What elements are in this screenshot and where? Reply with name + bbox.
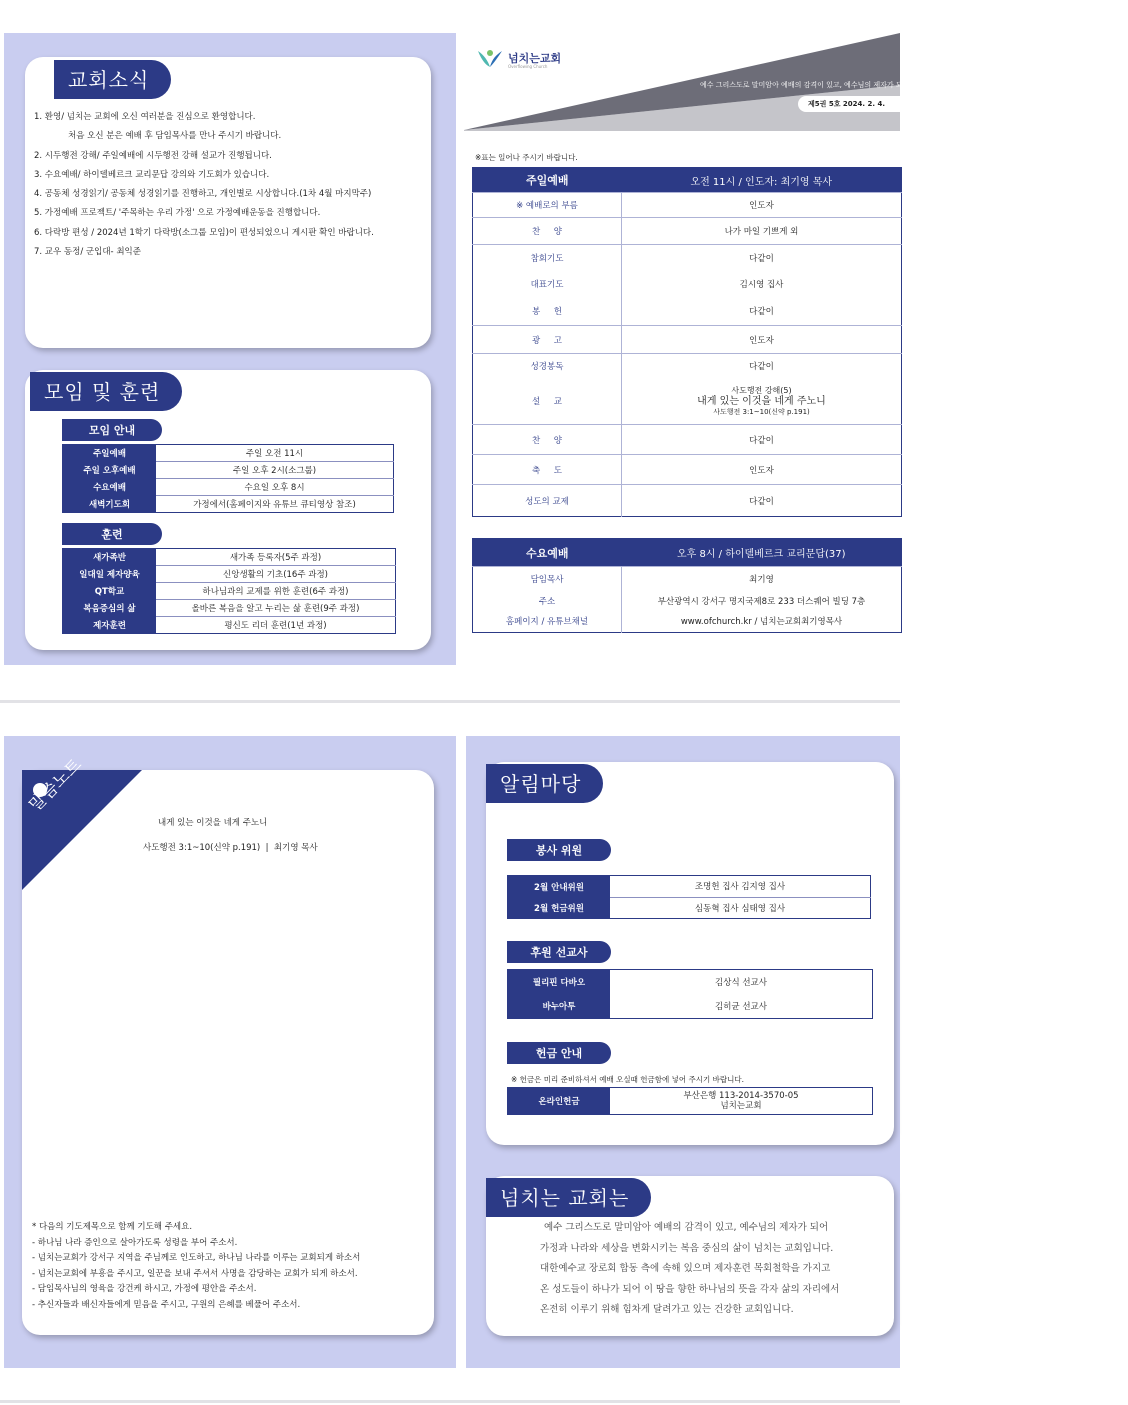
about-title: 넘치는 교회는	[486, 1178, 651, 1217]
about-text	[540, 1218, 840, 1321]
order-leader: 다같이	[622, 425, 902, 455]
wed-label: 수요예배	[473, 539, 622, 567]
order-leader: 나가 마일 기쁘게 외	[622, 218, 902, 245]
offering-label: 헌금 안내	[507, 1042, 611, 1064]
prayer-list	[32, 1220, 360, 1313]
offering-key: 온라인헌금	[508, 1088, 611, 1115]
about-line: 온전히 이루기 위해 힘차게 달려가고 있는 건강한 교회입니다.	[540, 1304, 794, 1315]
table-row	[473, 298, 902, 326]
table-row	[508, 970, 873, 995]
order-leader: 다같이	[749, 496, 774, 507]
order-item: ※ 예배로의 부름	[473, 193, 622, 218]
contact-value: 최기영	[749, 574, 774, 585]
news-item: 3. 수요예배/ 하이델베르크 교리문답 강의와 기도회가 있습니다.	[34, 169, 270, 180]
order-leader: 인도자	[622, 193, 902, 218]
training-key: QT학교	[63, 583, 157, 600]
contact-value: 부산광역시 강서구 명지국제8로 233 더스퀘어 빌딩 7층	[657, 596, 866, 607]
guide-value: 주일 오전 11시	[156, 445, 394, 462]
news-item: 6. 다락방 편성 / 2024년 1학기 다락방(소그룹 모임)이 편성되었으니 게시판 확인 바랍니다.	[34, 227, 374, 238]
news-list	[34, 108, 424, 262]
training-key: 복음증심의 삶	[63, 600, 157, 617]
guide-value: 가정에서(홈페이지와 유튜브 큐티영상 참조)	[193, 500, 356, 510]
missions-table	[507, 969, 873, 1019]
about-line: 예수 그리스도로 말미암아 예배의 감격이 있고, 예수님의 제자가 되어	[544, 1222, 829, 1233]
order-leader: 다같이	[749, 362, 774, 373]
sermon-series: 사도행전 강해(5)	[731, 385, 792, 395]
guide-table	[62, 444, 394, 513]
sermon-cell	[622, 379, 902, 425]
table-header	[473, 168, 902, 193]
training-value: 올바른 복음을 알고 누리는 삶 훈련(9주 과정)	[156, 600, 396, 617]
training-value: 신앙생활의 기초(16주 과정)	[156, 566, 396, 583]
training-value: 새가족 등록자(5주 과정)	[156, 549, 396, 566]
service-key: 2월 헌금위원	[508, 897, 611, 919]
table-row	[63, 617, 396, 634]
training-table	[62, 548, 396, 634]
table-row	[473, 567, 902, 591]
news-item: 1. 환영/ 넘치는 교회에 오신 여러분을 진심으로 환영합니다.	[34, 112, 256, 122]
table-row	[63, 445, 394, 462]
order-item: 참회기도	[473, 245, 622, 271]
order-leader: 김시영 집사	[739, 280, 784, 290]
table-row	[473, 326, 902, 354]
table-row	[508, 1088, 873, 1115]
training-key: 새가족반	[63, 549, 157, 566]
training-value: 하나님과의 교제를 위한 훈련(6주 과정)	[156, 583, 396, 600]
notices-title: 알림마당	[486, 764, 603, 803]
table-row	[473, 455, 902, 485]
prayer-item: * 다음의 기도제목으로 함께 기도해 주세요.	[32, 1222, 193, 1232]
service-table	[507, 875, 871, 919]
order-leader: 다같이	[622, 298, 902, 326]
slogan-text: 예수 그리스도로 말미암아 예배의 감격이 있고, 예수님의 제자가 되어 가정과 나라의 세상을 변화시키는 복음 충실한 삶이 넘치는 교회입니다.	[700, 81, 1128, 89]
table-row	[63, 566, 396, 583]
sermon-title: 내게 있는 이것을 네게 주노니	[697, 395, 826, 407]
news-title: 교회소식	[54, 60, 171, 99]
about-line: 대한예수교 장로회 합동 측에 속해 있으며 제자훈련 목회철학을 가지고	[540, 1263, 831, 1274]
guide-value: 주일 오후 2시(소그룹)	[156, 462, 394, 479]
contact-key: 담임목사	[473, 567, 622, 591]
table-row	[473, 591, 902, 611]
table-row	[63, 600, 396, 617]
table-row	[473, 271, 902, 298]
service-label: 봉사 위원	[507, 839, 611, 861]
sunday-label: 주일예배	[473, 168, 622, 193]
account-holder: 넘치는교회	[720, 1101, 762, 1111]
service-key: 2월 안내위원	[508, 876, 611, 898]
table-row	[473, 425, 902, 455]
prayer-item: - 넘치는교회에 부흥을 주시고, 일꾼을 보내 주셔서 사명을 감당하는 교회가 되게 하소서.	[32, 1268, 358, 1279]
about-line: 가정과 나라와 세상을 변화시키는 복음 중심의 삶이 넘치는 교회입니다.	[540, 1242, 834, 1254]
bank-account: 부산은행 113-2014-3570-05	[683, 1091, 799, 1101]
offering-value	[610, 1088, 873, 1115]
training-value: 평신도 리더 훈련(1년 과정)	[224, 621, 327, 631]
order-item: 광 고	[473, 326, 622, 354]
prayer-item: - 담임목사님의 영육을 강건케 하시고, 가정에 평안을 주소서.	[32, 1284, 257, 1294]
table-row	[508, 994, 873, 1019]
slogan	[700, 80, 1128, 90]
sermon-title: 내게 있는 이것을 네게 주노니	[158, 818, 268, 828]
guide-key: 새벽기도회	[63, 496, 157, 513]
page-divider	[0, 1400, 900, 1403]
sermon-badge: 말씀노트	[25, 755, 87, 816]
order-leader: 인도자	[622, 455, 902, 485]
prayer-item: - 추신자들과 배신자들에게 믿음을 주시고, 구원의 은혜를 베풀어 주소서.	[32, 1299, 301, 1310]
guide-value: 수요일 오후 8시	[156, 479, 394, 496]
table-row	[473, 379, 902, 425]
service-value: 심동혁 집사 심태영 집사	[694, 903, 786, 914]
order-item: 봉 헌	[473, 298, 622, 326]
contact-key: 주소	[473, 591, 622, 611]
service-value: 조명헌 집사 김지영 집사	[610, 876, 871, 898]
wednesday-table	[472, 538, 902, 633]
training-key: 일대일 제자양육	[63, 566, 157, 583]
news-item: 7. 교우 동정/ 군입대- 최익준	[34, 247, 141, 258]
order-item: 찬 양	[473, 218, 622, 245]
prayer-item: - 하나님 나라 증인으로 살아가도록 성령을 부어 주소서.	[32, 1237, 238, 1248]
guide-label: 모임 안내	[62, 419, 162, 441]
logo-sub: Overflowing Church	[508, 64, 548, 69]
table-row	[63, 549, 396, 566]
page-divider	[0, 700, 900, 703]
table-row	[473, 193, 902, 218]
order-item: 성경봉독	[473, 354, 622, 379]
news-item: 4. 공동체 성경읽기/ 공동체 성경읽기를 진행하고, 개인별로 시상합니다.(1차 4월 마지막주)	[34, 189, 372, 200]
meetings-title: 모임 및 훈련	[30, 372, 182, 411]
table-row	[473, 611, 902, 633]
news-item: 5. 가정예배 프로젝트/ '주목하는 우리 가정' 으로 가정예배운동을 진행합니다.	[34, 208, 321, 219]
table-row	[473, 218, 902, 245]
offering-table	[507, 1087, 873, 1115]
table-row	[508, 876, 871, 898]
table-row	[473, 245, 902, 271]
order-leader: 인도자	[622, 326, 902, 354]
order-item: 축 도	[473, 455, 622, 485]
order-leader: 다같이	[749, 253, 774, 264]
table-row	[63, 479, 394, 496]
issue-badge: 제5권 5호 2024. 2. 4.	[798, 96, 908, 112]
mission-value: 김상식 선교사	[715, 978, 767, 988]
sermon-ref: 사도행전 3:1~10(신약 p.191)	[713, 407, 810, 416]
table-row	[473, 354, 902, 379]
table-row	[473, 485, 902, 517]
prayer-item: - 넘치는교회가 강서구 지역을 주님께로 인도하고, 하나님 나라를 이루는 교회되게 하소서	[32, 1253, 361, 1263]
guide-key: 수요예배	[63, 479, 157, 496]
mission-key: 바누아투	[508, 994, 611, 1019]
table-row	[63, 496, 394, 513]
training-label: 훈련	[62, 523, 162, 545]
table-row	[508, 897, 871, 919]
order-item: 성도의 교제	[473, 485, 622, 517]
sunday-worship-table	[472, 167, 902, 517]
order-item: 설 교	[473, 379, 622, 425]
order-item: 찬 양	[473, 425, 622, 455]
order-item: 대표기도	[473, 271, 622, 298]
news-item: 처음 오신 분은 예배 후 담임목사를 만나 주시기 바랍니다.	[68, 131, 282, 142]
offering-note: ※ 헌금은 미리 준비하셔서 예배 오실때 헌금함에 넣어 주시기 바랍니다.	[511, 1075, 744, 1084]
contact-key: 홈페이지 / 유튜브채널	[473, 611, 622, 633]
missions-label: 후원 선교사	[507, 941, 611, 963]
logo-text: 넘치는교회	[508, 52, 562, 65]
contact-value: www.ofchurch.kr / 넘치는교회최기영목사	[680, 617, 843, 628]
stand-notice: ※표는 일어나 주시기 바랍니다.	[475, 153, 578, 162]
table-row	[63, 462, 394, 479]
mission-key: 필리핀 다바오	[508, 970, 611, 995]
training-key: 제자훈련	[63, 617, 157, 634]
wed-info: 오후 8시 / 하이델베르크 교리문답(37)	[622, 539, 902, 567]
about-line: 온 성도들이 하나가 되어 이 땅을 향한 하나님의 뜻을 각자 삶의 자리에서	[540, 1283, 840, 1295]
news-item: 2. 시두행전 강해/ 주일예배에 시두행전 강해 설교가 진행됩니다.	[34, 150, 272, 161]
sermon-ref: 사도행전 3:1~10(신약 p.191) | 최기영 목사	[143, 843, 318, 853]
table-header	[473, 539, 902, 567]
sunday-info: 오전 11시 / 인도자: 최기영 목사	[622, 168, 902, 193]
logo-icon	[476, 47, 504, 69]
guide-key: 주일예배	[63, 445, 157, 462]
guide-key: 주일 오후예배	[63, 462, 157, 479]
table-row	[63, 583, 396, 600]
mission-value: 김히균 선교사	[715, 1002, 767, 1012]
